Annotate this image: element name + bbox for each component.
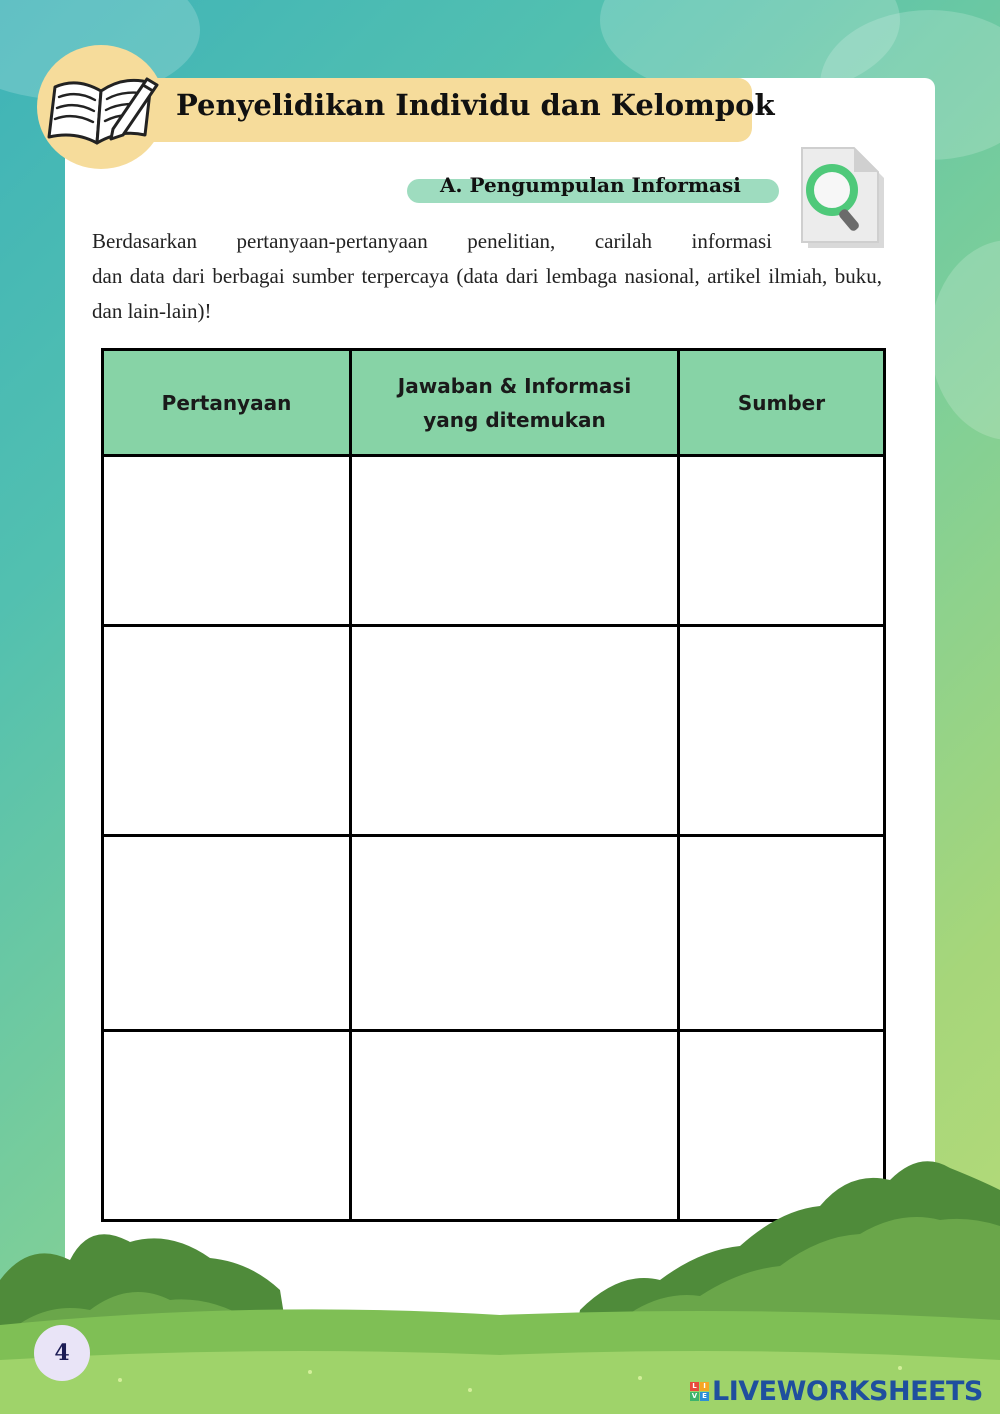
table-row — [103, 626, 885, 836]
table-row — [103, 836, 885, 1031]
source-cell[interactable] — [679, 836, 885, 1031]
grass-landscape — [0, 1150, 1000, 1414]
instruction-line-1: Berdasarkan pertanyaan-pertanyaan penelitian, carilah informasi — [92, 229, 772, 253]
answer-cell[interactable] — [351, 836, 679, 1031]
page-number: 4 — [34, 1325, 90, 1381]
header-answer — [351, 350, 679, 456]
liveworksheets-logo — [690, 1376, 983, 1407]
header-source: Sumber — [679, 350, 885, 456]
question-cell[interactable] — [103, 456, 351, 626]
table-row — [103, 456, 885, 626]
header-answer-line2: yang ditemukan — [423, 407, 606, 432]
table-header-row — [103, 350, 885, 456]
header-question: Pertanyaan — [103, 350, 351, 456]
page-title: Penyelidikan Individu dan Kelompok — [176, 88, 775, 122]
open-book-pencil-icon — [45, 63, 160, 153]
source-cell[interactable] — [679, 456, 885, 626]
background-cloud — [930, 240, 1000, 440]
book-badge — [37, 45, 165, 169]
section-subtitle: A. Pengumpulan Informasi — [440, 173, 741, 197]
answer-cell[interactable] — [351, 626, 679, 836]
watermark-text: LIVEWORKSHEETS — [712, 1376, 983, 1407]
question-cell[interactable] — [103, 836, 351, 1031]
source-cell[interactable] — [679, 626, 885, 836]
header-answer-line1: Jawaban & Informasi — [397, 373, 632, 398]
information-table — [101, 348, 886, 1222]
question-cell[interactable] — [103, 626, 351, 836]
logo-blocks-icon: L I V E — [690, 1382, 709, 1401]
instruction-line-rest: dan data dari berbagai sumber terpercaya (data dari lembaga nasional, artikel ilmiah, buku, dan lain-lain)! — [92, 264, 882, 323]
answer-cell[interactable] — [351, 456, 679, 626]
instruction-paragraph — [92, 224, 882, 329]
